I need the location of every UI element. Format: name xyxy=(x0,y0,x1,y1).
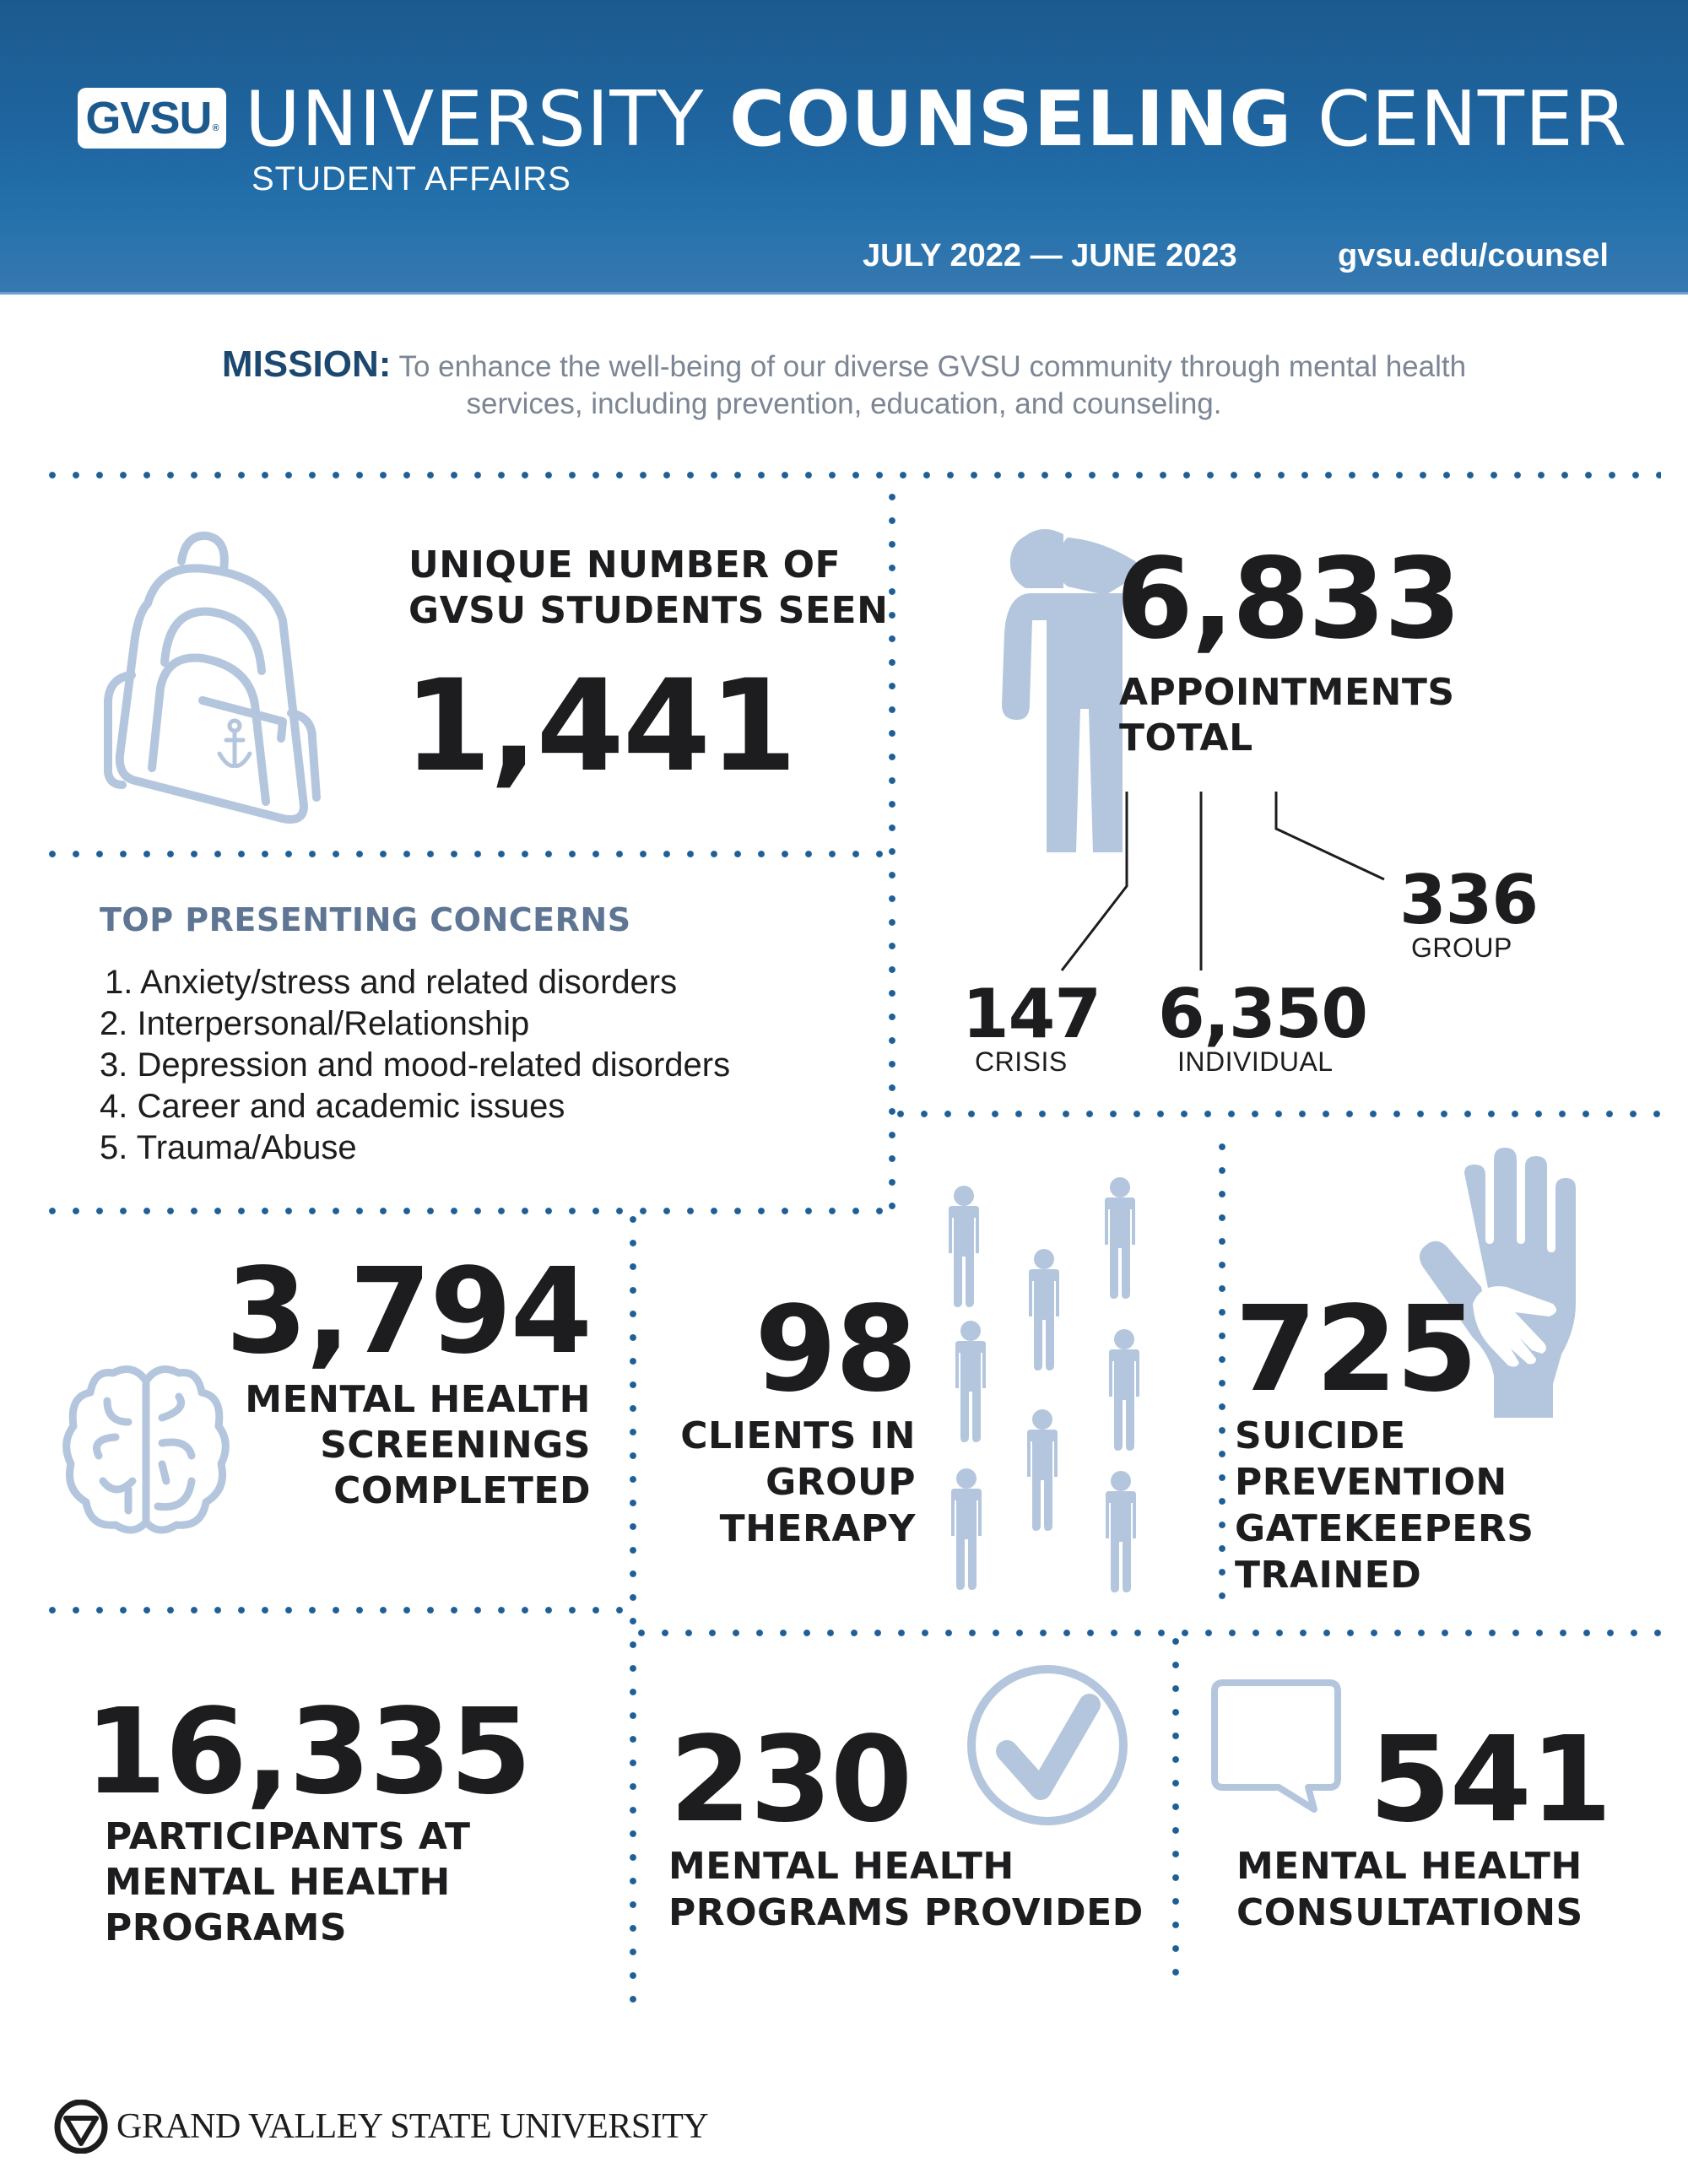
participants-value: 16,335 xyxy=(84,1684,531,1821)
divider-top xyxy=(41,472,1661,478)
logo-text: GVSU xyxy=(85,93,212,143)
website-link[interactable]: gvsu.edu/counsel xyxy=(1338,238,1609,273)
crisis-value: 147 xyxy=(962,975,1101,1053)
subtitle: STUDENT AFFAIRS xyxy=(252,160,571,197)
gvsu-logo xyxy=(78,88,226,149)
participants-label-3: PROGRAMS xyxy=(105,1906,348,1949)
title-counseling: COUNSELING xyxy=(728,75,1293,164)
crisis-label: CRISIS xyxy=(975,1046,1068,1077)
programs-label-1: MENTAL HEALTH xyxy=(668,1845,1014,1888)
concern-item: 3. Depression and mood-related disorders xyxy=(100,1046,731,1084)
checkmark-circle-icon xyxy=(965,1662,1130,1828)
gvsu-seal-icon xyxy=(54,2100,108,2154)
gatekeepers-label-2: PREVENTION xyxy=(1235,1461,1507,1504)
title-university: UNIVERSITY xyxy=(245,75,729,164)
divider-bottom-right xyxy=(630,1630,1661,1636)
individual-label: INDIVIDUAL xyxy=(1177,1046,1334,1077)
concerns-title: TOP PRESENTING CONCERNS xyxy=(100,901,631,938)
page-title xyxy=(245,75,1628,164)
divider-left-lower xyxy=(41,1208,893,1214)
appointments-total-value: 6,833 xyxy=(1116,534,1460,664)
header-banner xyxy=(0,0,1688,295)
concern-item: 1. Anxiety/stress and related disorders xyxy=(105,964,678,1001)
date-range: JULY 2022 — JUNE 2023 xyxy=(863,238,1237,273)
consultations-label-2: CONSULTATIONS xyxy=(1236,1891,1583,1934)
screenings-value: 3,794 xyxy=(225,1243,591,1381)
divider-left-mid xyxy=(41,851,893,857)
students-seen-value: 1,441 xyxy=(403,653,796,800)
appointments-label-1: APPOINTMENTS xyxy=(1119,671,1455,714)
brain-icon xyxy=(61,1363,234,1536)
participants-label-2: MENTAL HEALTH xyxy=(105,1861,451,1904)
title-center: CENTER xyxy=(1292,75,1628,164)
gatekeepers-label-4: TRAINED xyxy=(1235,1554,1422,1597)
consultations-label-1: MENTAL HEALTH xyxy=(1236,1845,1582,1888)
logo-registered-mark: ® xyxy=(212,123,219,133)
participants-label-1: PARTICIPANTS AT xyxy=(105,1815,471,1858)
group-clients-label-3: THERAPY xyxy=(719,1507,916,1550)
gatekeepers-value: 725 xyxy=(1235,1281,1477,1419)
concern-item: 4. Career and academic issues xyxy=(100,1088,565,1125)
mission-statement xyxy=(169,343,1519,423)
programs-label-2: PROGRAMS PROVIDED xyxy=(668,1891,1144,1934)
divider-bottom-left xyxy=(41,1607,631,1614)
students-seen-label-1: UNIQUE NUMBER OF xyxy=(408,543,841,587)
group-value: 336 xyxy=(1399,861,1538,939)
gvsu-footer-logo xyxy=(54,2100,708,2154)
group-clients-label-2: GROUP xyxy=(766,1461,916,1504)
gatekeepers-label-3: GATEKEEPERS xyxy=(1235,1507,1534,1550)
programs-value: 230 xyxy=(669,1711,912,1849)
screenings-label-3: COMPLETED xyxy=(333,1469,591,1512)
concerns-list xyxy=(100,962,730,1169)
divider-right-mid xyxy=(889,1111,1661,1117)
university-wordmark: GRAND VALLEY STATE UNIVERSITY xyxy=(116,2107,709,2146)
gatekeepers-label-1: SUICIDE xyxy=(1235,1414,1406,1457)
speech-bubble-icon xyxy=(1211,1679,1346,1819)
mission-text: To enhance the well-being of our diverse GVSU community through mental health services, including prevention, education, and counseling. xyxy=(398,350,1467,420)
group-label: GROUP xyxy=(1411,933,1512,963)
group-clients-value: 98 xyxy=(755,1281,916,1419)
divider-vertical-bottom-right xyxy=(1172,1630,1179,1992)
screenings-label-2: SCREENINGS xyxy=(320,1424,591,1467)
people-group-icon xyxy=(944,1169,1163,1599)
mission-label: MISSION: xyxy=(221,343,392,385)
students-seen-label-2: GVSU STUDENTS SEEN xyxy=(408,589,889,632)
group-clients-label-1: CLIENTS IN xyxy=(680,1414,916,1457)
divider-vertical-center-top xyxy=(889,485,895,1211)
consultations-value: 541 xyxy=(1369,1711,1611,1849)
concern-item: 5. Trauma/Abuse xyxy=(100,1129,357,1166)
divider-vertical-right-lower xyxy=(1219,1135,1225,1612)
screenings-label-1: MENTAL HEALTH xyxy=(245,1378,591,1421)
individual-value: 6,350 xyxy=(1158,975,1368,1053)
backpack-icon xyxy=(101,527,371,831)
concern-item: 2. Interpersonal/Relationship xyxy=(100,1005,530,1042)
appointments-label-2: TOTAL xyxy=(1119,716,1253,760)
